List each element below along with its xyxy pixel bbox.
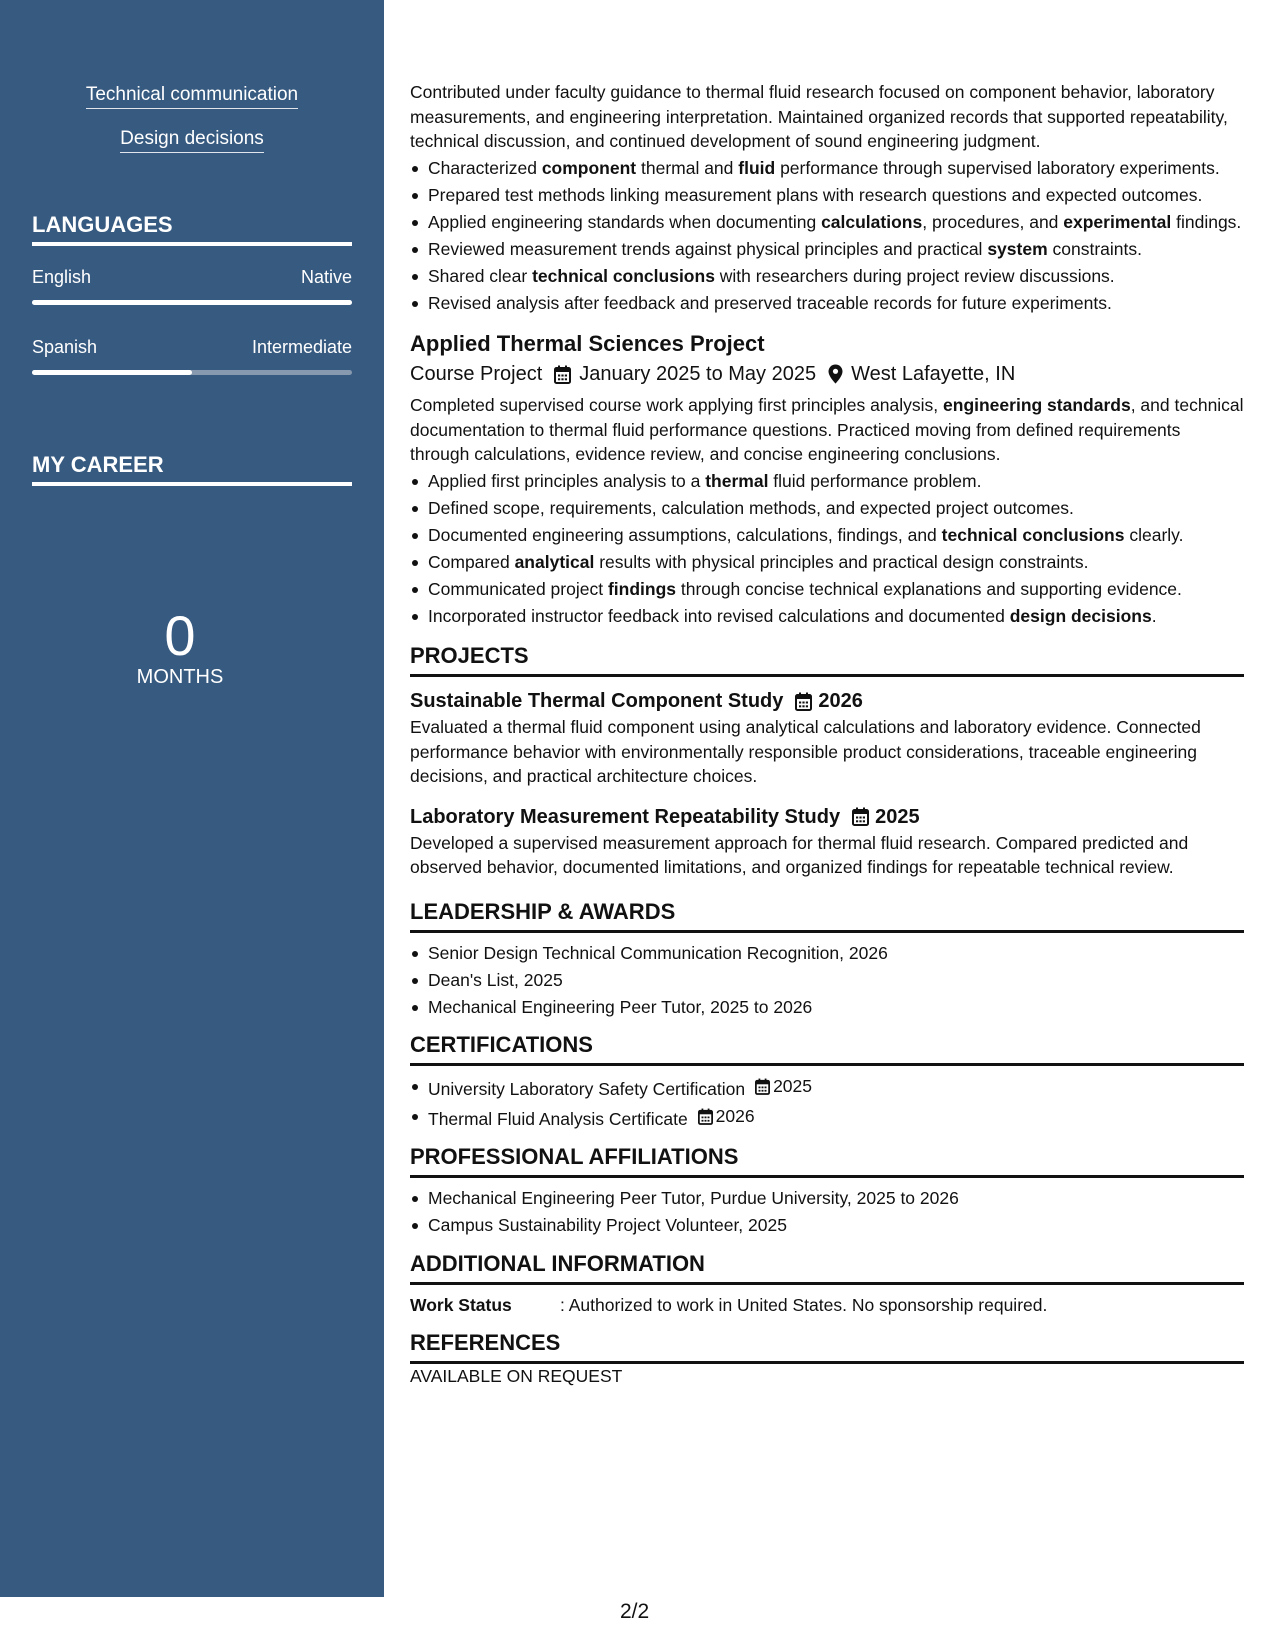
list-item: Communicated project findings through concise technical explanations and supporting evidence. xyxy=(410,577,1244,602)
certification-date xyxy=(698,1104,755,1129)
project-description: Evaluated a thermal fluid component using analytical calculations and laboratory evidence. Connected performance behavior with environmentally responsible product considerations, traceable engineering decisions, and practical architecture choices. xyxy=(410,717,1201,786)
list-item: Characterized component thermal and fluid performance through supervised laboratory experiments. xyxy=(410,156,1244,181)
language-name: English xyxy=(32,267,92,287)
list-item: Shared clear technical conclusions with researchers during project review discussions. xyxy=(410,264,1244,289)
work-status-row xyxy=(410,1293,1244,1318)
list-item: Documented engineering assumptions, calculations, findings, and technical conclusions clearly. xyxy=(410,523,1244,548)
research-summary: Contributed under faculty guidance to thermal fluid research focused on component behavior, laboratory measurements, and engineering interpretation. Maintained organized records that supported repeatability, technical discussion, and continued development of sound engineering judgment. xyxy=(410,82,1228,151)
certifications-list xyxy=(410,1074,1244,1131)
projects-heading: PROJECTS xyxy=(410,642,1244,677)
list-item: Mechanical Engineering Peer Tutor, Purdue University, 2025 to 2026 xyxy=(410,1186,1244,1211)
certifications-heading: CERTIFICATIONS xyxy=(410,1031,1244,1066)
skill-link-design-decisions[interactable]: Design decisions xyxy=(0,128,384,153)
certification-date xyxy=(755,1074,812,1099)
references-text: AVAILABLE ON REQUEST xyxy=(410,1366,623,1386)
project-title-row xyxy=(410,687,1244,715)
work-status-label: Work Status xyxy=(410,1294,512,1315)
language-row-spanish xyxy=(32,337,352,358)
language-bar-fill xyxy=(32,370,192,375)
leadership-list xyxy=(410,941,1244,1020)
list-item: Applied engineering standards when documenting calculations, procedures, and experimental findings. xyxy=(410,210,1244,235)
project-title-row xyxy=(410,803,1244,831)
language-bar-english xyxy=(32,300,352,305)
list-item: Revised analysis after feedback and preserved traceable records for future experiments. xyxy=(410,291,1244,316)
project-title: Laboratory Measurement Repeatability Study xyxy=(410,805,841,828)
project-title: Sustainable Thermal Component Study xyxy=(410,690,784,712)
calendar-icon xyxy=(795,692,812,711)
languages-heading: LANGUAGES xyxy=(32,212,352,246)
list-item: Campus Sustainability Project Volunteer, 2025 xyxy=(410,1213,1244,1238)
certification-year: 2026 xyxy=(715,1105,755,1126)
career-months-unit: MONTHS xyxy=(136,666,224,688)
page-number: 2/2 xyxy=(620,1600,650,1623)
list-item: Senior Design Technical Communication Recognition, 2026 xyxy=(410,941,1244,966)
list-item: Compared analytical results with physical principles and practical design constraints. xyxy=(410,550,1244,575)
research-bullets xyxy=(410,156,1244,316)
course-project-dates: January 2025 to May 2025 xyxy=(579,363,817,385)
list-item: Incorporated instructor feedback into revised calculations and documented design decisions. xyxy=(410,604,1244,629)
course-project-title: Applied Thermal Sciences Project xyxy=(410,331,765,356)
language-level: Native xyxy=(300,267,352,287)
list-item: Reviewed measurement trends against physical principles and practical system constraints. xyxy=(410,237,1244,262)
location-pin-icon xyxy=(828,364,843,384)
project-year: 2025 xyxy=(875,805,920,828)
language-level: Intermediate xyxy=(251,337,352,357)
list-item xyxy=(410,1074,1244,1101)
skill-link-technical-communication[interactable]: Technical communication xyxy=(0,84,384,109)
list-item: Applied first principles analysis to a thermal fluid performance problem. xyxy=(410,469,1244,494)
language-bar-fill xyxy=(32,300,352,305)
project-description: Developed a supervised measurement approach for thermal fluid research. Compared predicted and observed behavior, documented limitations, and organized findings for repeatable technical review. xyxy=(410,832,1189,877)
language-bar-spanish xyxy=(32,370,352,375)
calendar-icon xyxy=(755,1078,770,1095)
leadership-heading: LEADERSHIP & AWARDS xyxy=(410,898,1244,933)
certification-name: University Laboratory Safety Certification xyxy=(428,1078,746,1099)
course-project-meta xyxy=(410,359,1244,389)
career-heading: MY CAREER xyxy=(32,452,352,486)
references-heading: REFERENCES xyxy=(410,1329,1244,1364)
list-item: Defined scope, requirements, calculation methods, and expected project outcomes. xyxy=(410,496,1244,521)
sidebar xyxy=(0,0,384,1597)
main-content xyxy=(410,80,1244,1389)
certification-year: 2025 xyxy=(773,1076,813,1096)
work-status-value: : Authorized to work in United States. No sponsorship required. xyxy=(560,1294,1048,1315)
language-row-english xyxy=(32,267,352,288)
language-name: Spanish xyxy=(32,337,98,357)
additional-info-heading: ADDITIONAL INFORMATION xyxy=(410,1250,1244,1285)
affiliations-list xyxy=(410,1186,1244,1238)
list-item: Dean's List, 2025 xyxy=(410,968,1244,993)
list-item xyxy=(410,1104,1244,1131)
affiliations-heading: PROFESSIONAL AFFILIATIONS xyxy=(410,1143,1244,1178)
career-months-value: 0 xyxy=(164,604,196,667)
list-item: Mechanical Engineering Peer Tutor, 2025 to 2026 xyxy=(410,995,1244,1020)
certification-name: Thermal Fluid Analysis Certificate xyxy=(428,1108,688,1129)
course-project-summary: Completed supervised course work applying first principles analysis, engineering standards, and technical documentation to thermal fluid performance questions. Practiced moving from defined requirements through calculations, evidence review, and concise engineering conclusions. xyxy=(410,395,1244,464)
course-project-bullets xyxy=(410,469,1244,629)
list-item: Prepared test methods linking measurement plans with research questions and expected outcomes. xyxy=(410,183,1244,208)
project-year: 2026 xyxy=(818,690,863,712)
calendar-icon xyxy=(698,1108,713,1125)
calendar-icon xyxy=(554,365,571,384)
course-project-type: Course Project xyxy=(410,363,543,385)
course-project-location: West Lafayette, IN xyxy=(851,363,1016,385)
calendar-icon xyxy=(852,807,869,826)
